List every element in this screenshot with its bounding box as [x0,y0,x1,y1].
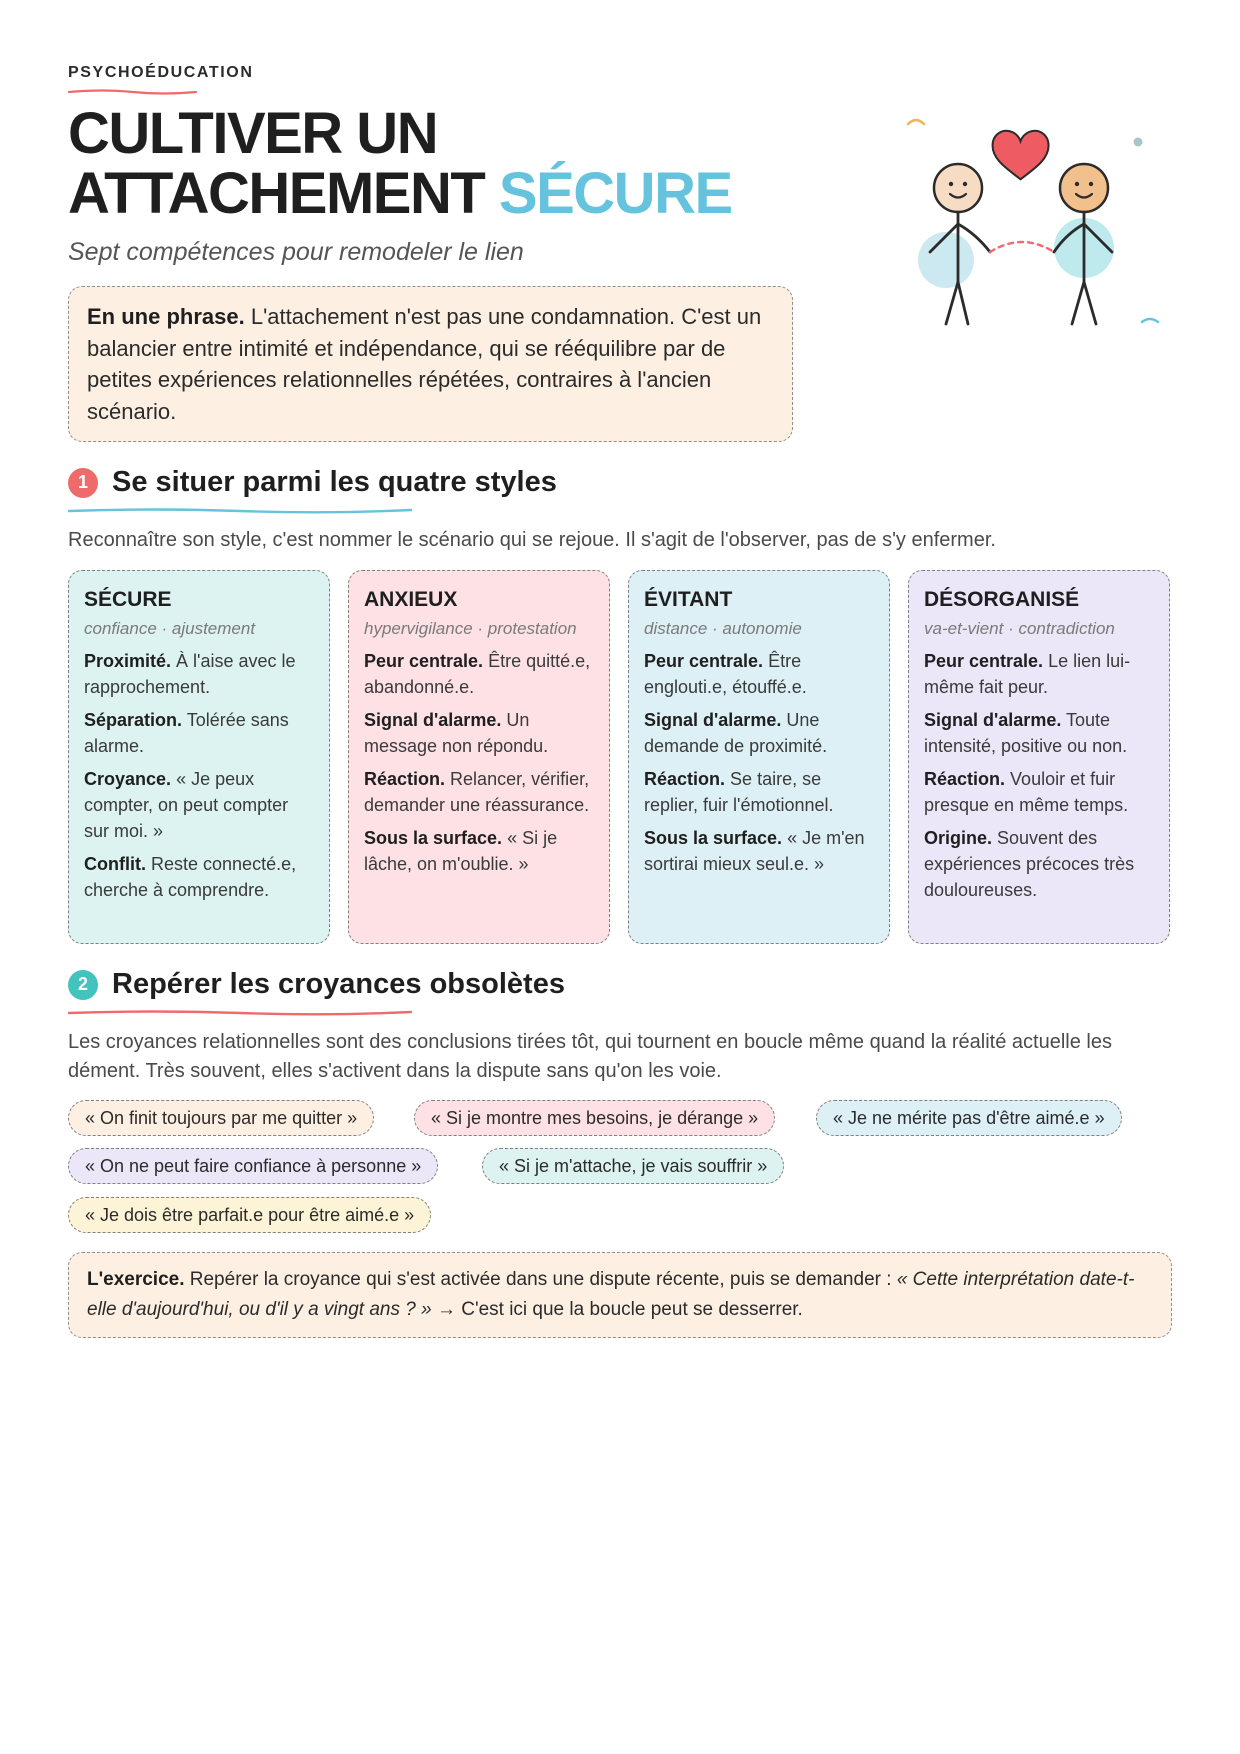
card-item [364,766,594,818]
belief-chip: « Si je montre mes besoins, je dérange » [414,1100,775,1136]
card-item-label: Réaction. [364,769,446,789]
card-item-text: Une demande de proximité. [644,710,828,756]
card-item [84,851,314,903]
card-item-label: Proximité. [84,651,172,671]
summary-label: En une phrase. [87,304,245,329]
card-item-text: Être quitté.e, abandonné.e. [364,651,591,697]
card-item-label: Séparation. [84,710,183,730]
kicker: PSYCHOÉDUCATION [68,64,254,81]
section-1-intro: Reconnaître son style, c'est nommer le scénario qui se rejoue. Il s'agit de l'observer, pas de s'y enfermer. [68,529,996,551]
card-item-text: Reste connecté.e, cherche à comprendre. [84,854,297,900]
card-item-text: Être englouti.e, étouffé.e. [644,651,807,697]
card-subtitle: confiance · ajustement [84,619,256,638]
card-item-label: Réaction. [644,769,726,789]
card-subtitle: va-et-vient · contradiction [924,619,1115,638]
page-title [68,101,732,226]
exercise-callout [68,1252,1172,1338]
title-line-2: ATTACHEMENT [68,161,485,226]
section-1-underline [68,507,413,515]
exercise-conclusion: → C'est ici que la boucle peut se desserrer. [436,1299,803,1320]
card-item [644,766,874,818]
belief-chip: « On finit toujours par me quitter » [68,1100,374,1136]
card-title: ANXIEUX [364,588,458,611]
card-item-text: Souvent des expériences précoces très douloureuses. [924,828,1135,900]
card-anxious [348,570,610,944]
card-item-label: Peur centrale. [924,651,1044,671]
card-item-label: Sous la surface. [644,828,783,848]
card-item-label: Peur centrale. [644,651,764,671]
belief-chip: « Si je m'attache, je vais souffrir » [482,1148,784,1184]
card-item [84,766,314,844]
section-1-title: Se situer parmi les quatre styles [112,466,557,498]
card-item-text: Se taire, se replier, fuir l'émotionnel. [644,769,834,815]
kicker-underline [68,88,198,96]
card-subtitle: hypervigilance · protestation [364,619,577,638]
attachment-style-cards [68,570,1172,944]
card-item [364,707,594,759]
card-item-text: Toute intensité, positive ou non. [924,710,1128,756]
title-line-1: CULTIVER UN [68,101,438,166]
summary-callout [68,286,793,442]
card-item-label: Sous la surface. [364,828,503,848]
card-item-text: Relancer, vérifier, demander une réassurance. [364,769,590,815]
card-item [644,648,874,700]
card-item-label: Signal d'alarme. [644,710,782,730]
card-item [644,825,874,877]
section-2-underline [68,1009,413,1017]
card-item-label: Peur centrale. [364,651,484,671]
card-item-text: À l'aise avec le rapprochement. [84,651,296,697]
card-item-text: « Je m'en sortirai mieux seul.e. » [644,828,865,874]
card-item-label: Origine. [924,828,993,848]
exercise-label: L'exercice. [87,1269,185,1290]
card-item [924,648,1154,700]
card-item-label: Conflit. [84,854,146,874]
section-2-heading [68,968,565,1001]
card-subtitle: distance · autonomie [644,619,802,638]
card-title: DÉSORGANISÉ [924,588,1080,611]
card-item-label: Signal d'alarme. [924,710,1062,730]
card-item-text: Le lien lui-même fait peur. [924,651,1131,697]
card-title: ÉVITANT [644,588,733,611]
card-item-text: Vouloir et fuir presque en même temps. [924,769,1129,815]
card-item [364,648,594,700]
belief-chip: « Je ne mérite pas d'être aimé.e » [816,1100,1122,1136]
section-2-intro: Les croyances relationnelles sont des conclusions tirées tôt, qui tournent en boucle même quand la réalité actuelle les dément. Très souvent, elles s'activent dans la dispute sans qu'on les voie. [68,1031,1112,1082]
belief-chip: « Je dois être parfait.e pour être aimé.e » [68,1197,431,1233]
section-1-heading [68,466,557,499]
card-item [84,648,314,700]
exercise-text: Repérer la croyance qui s'est activée dans une dispute récente, puis se demander : [189,1269,892,1290]
section-2-title: Repérer les croyances obsolètes [112,968,565,1000]
card-item-text: Un message non répondu. [364,710,549,756]
card-title: SÉCURE [84,588,172,611]
card-secure [68,570,330,944]
card-item [644,707,874,759]
card-item [924,766,1154,818]
card-item [924,825,1154,903]
exercise-quote: « Cette interprétation date-t-elle d'aujourd'hui, ou d'il y a vingt ans ? » [87,1269,1135,1320]
two-stick-figures-heart-icon [906,112,1166,342]
card-avoidant [628,570,890,944]
summary-text: L'attachement n'est pas une condamnation. C'est un balancier entre intimité et indépendance, qui se rééquilibre par de petites expériences relationnelles répétées, contraires à l'ancien scénario. [87,304,762,424]
section-1-number: 1 [68,468,98,498]
card-item [924,707,1154,759]
card-item-label: Croyance. [84,769,172,789]
card-item-label: Réaction. [924,769,1006,789]
section-2-number: 2 [68,970,98,1000]
card-disorganized [908,570,1170,944]
card-item [364,825,594,877]
card-item-label: Signal d'alarme. [364,710,502,730]
title-accent: SÉCURE [498,161,732,226]
belief-chip: « On ne peut faire confiance à personne » [68,1148,438,1184]
card-item-text: Tolérée sans alarme. [84,710,289,756]
card-item-text: « Si je lâche, on m'oublie. » [364,828,558,874]
subtitle: Sept compétences pour remodeler le lien [68,238,524,266]
card-item [84,707,314,759]
card-item-text: « Je peux compter, on peut compter sur moi. » [84,769,289,841]
